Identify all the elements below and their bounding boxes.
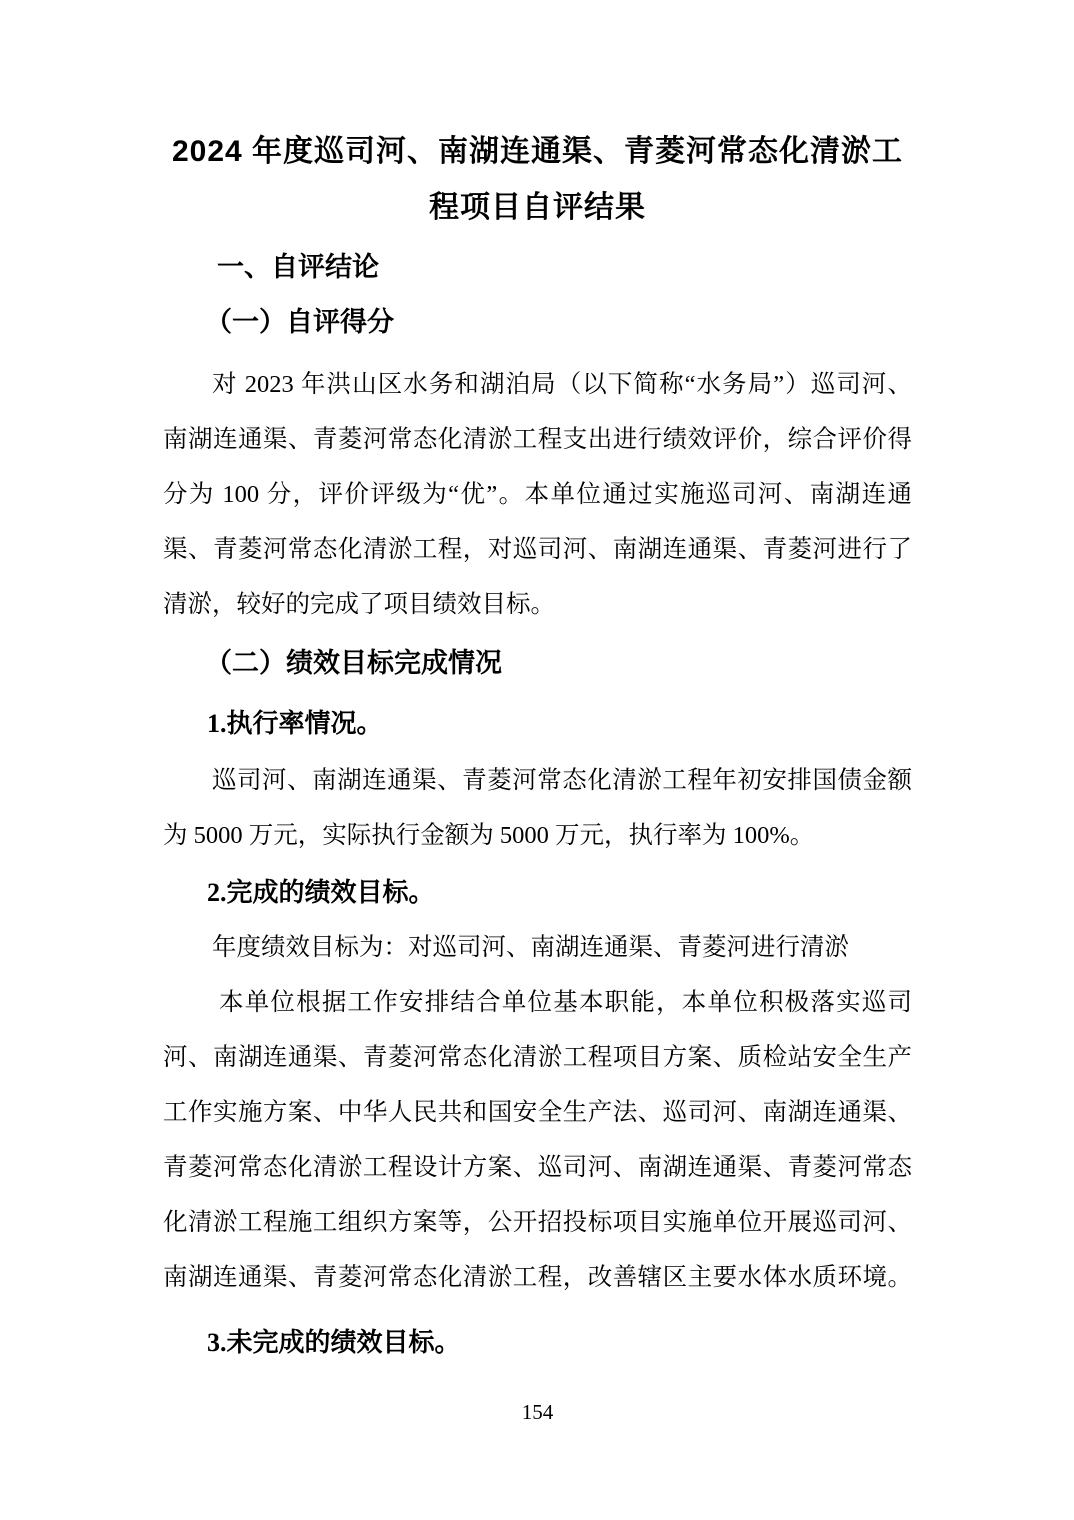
document-title-line-1: 2024 年度巡司河、南湖连通渠、青菱河常态化清淤工 — [171, 135, 904, 168]
item-heading-execution-rate: 1.执行率情况。 — [207, 709, 383, 738]
item-heading-completed-targets: 2.完成的绩效目标。 — [207, 878, 435, 907]
item-heading-uncompleted-targets: 3.未完成的绩效目标。 — [207, 1328, 461, 1357]
paragraph-line: 南湖连通渠、青菱河常态化清淤工程，改善辖区主要水体水质环境。 — [163, 1264, 912, 1291]
paragraph-line: 对 2023 年洪山区水务和湖泊局（以下简称“水务局”）巡司河、 — [212, 371, 912, 398]
paragraph-line: 分为 100 分，评价评级为“优”。本单位通过实施巡司河、南湖连通 — [163, 481, 912, 508]
page-number: 154 — [521, 1400, 554, 1424]
paragraph-line: 清淤，较好的完成了项目绩效目标。 — [163, 591, 555, 618]
paragraph-annual-target — [163, 920, 912, 975]
document-title-line-2: 程项目自评结果 — [429, 191, 646, 224]
paragraph-execution-rate — [163, 753, 912, 863]
paragraph-line: 年度绩效目标为：对巡司河、南湖连通渠、青菱河进行清淤 — [212, 934, 849, 961]
paragraph-line: 南湖连通渠、青菱河常态化清淤工程支出进行绩效评价，综合评价得 — [163, 426, 912, 453]
paragraph-line: 化清淤工程施工组织方案等，公开招投标项目实施单位开展巡司河、 — [163, 1209, 912, 1236]
paragraph-line: 渠、青菱河常态化清淤工程，对巡司河、南湖连通渠、青菱河进行了 — [163, 536, 912, 563]
subheading-self-evaluation-score: （一）自评得分 — [205, 307, 394, 337]
subheading-performance-target-completion: （二）绩效目标完成情况 — [205, 648, 502, 678]
document-title — [163, 124, 912, 236]
paragraph-line: 河、南湖连通渠、青菱河常态化清淤工程项目方案、质检站安全生产 — [163, 1044, 912, 1071]
paragraph-line: 为 5000 万元，实际执行金额为 5000 万元，执行率为 100%。 — [163, 822, 815, 849]
paragraph-line: 本单位根据工作安排结合单位基本职能，本单位积极落实巡司 — [219, 989, 912, 1016]
paragraph-self-evaluation-score — [163, 357, 912, 632]
paragraph-line: 工作实施方案、中华人民共和国安全生产法、巡司河、南湖连通渠、 — [163, 1099, 912, 1126]
paragraph-line: 巡司河、南湖连通渠、青菱河常态化清淤工程年初安排国债金额 — [212, 767, 912, 794]
paragraph-line: 青菱河常态化清淤工程设计方案、巡司河、南湖连通渠、青菱河常态 — [163, 1154, 912, 1181]
paragraph-implementation — [163, 975, 912, 1305]
heading-self-evaluation-conclusion: 一、自评结论 — [217, 252, 379, 282]
